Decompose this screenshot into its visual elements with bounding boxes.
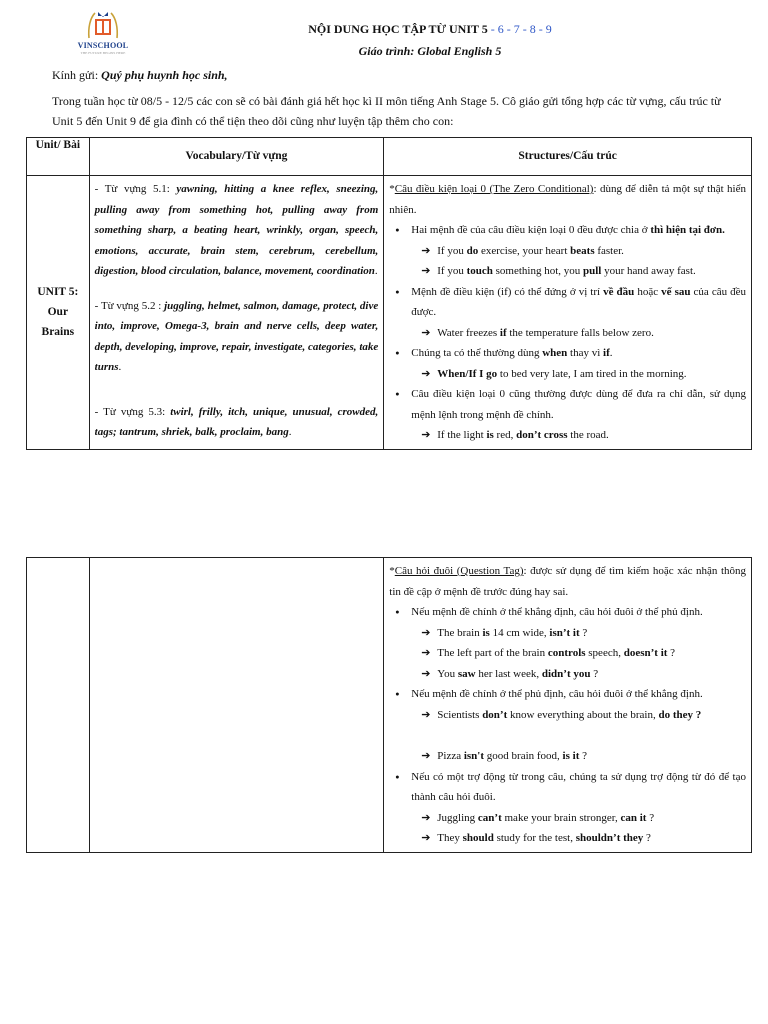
list-item: ● Nếu mệnh đề chính ở thể khẳng định, câu hỏi đuôi ở thể phủ định. [411, 602, 746, 623]
structures-cell [384, 558, 752, 853]
list-item: ● Mệnh đề điều kiện (if) có thể đứng ở vị trí về đầu hoặc vế sau của câu đều được. [411, 282, 746, 323]
structures-cell [384, 176, 752, 450]
example: ➔ The brain is 14 cm wide, isn’t it ? [389, 623, 746, 644]
page-subtitle: Giáo trình: Global English 5 [358, 44, 502, 58]
example: ➔ If you touch something hot, you pull your hand away fast. [389, 261, 746, 282]
title-units: - 6 - 7 - 8 - 9 [487, 22, 552, 36]
example: ➔ Water freezes if the temperature falls below zero. [389, 323, 746, 344]
unit-cell [27, 176, 90, 450]
vocabulary-cell [89, 176, 384, 450]
unit-title: Our Brains [41, 306, 75, 339]
example: ➔ Scientists don’t know everything about the brain, do they ? [389, 705, 746, 726]
example: ➔ The left part of the brain controls speech, doesn’t it ? [389, 643, 746, 664]
example: ➔ You saw her last week, didn’t you ? [389, 664, 746, 685]
content-table-continued [26, 557, 752, 853]
list-item: ● Câu điều kiện loại 0 cũng thường được dùng để đưa ra chỉ dẫn, sử dụng mệnh lệnh trong mệnh đề chính. [411, 384, 746, 425]
book-crest-icon [86, 10, 120, 40]
header-vocabulary: Vocabulary/Từ vựng [89, 138, 384, 176]
greeting [52, 68, 228, 83]
example: ➔ They should study for the test, shouldn’t they ? [389, 828, 746, 849]
unit-number: UNIT 5: [37, 286, 79, 299]
empty-unit-cell [27, 558, 90, 853]
list-item: ● Chúng ta có thể thường dùng when thay vì if. [411, 343, 746, 364]
example: ➔ Juggling can’t make your brain stronger, can it ? [389, 808, 746, 829]
table-header-row [27, 138, 752, 176]
vinschool-logo [74, 10, 132, 54]
intro-paragraph: Trong tuần học từ 08/5 - 12/5 các con sẽ có bài đánh giá hết học kì II môn tiếng Anh Stage 5. Cô giáo gửi tổng hợp các từ vựng, cấu trúc từ Unit 5 đến Unit 9 để gia đình có thể tiện theo dõi cũng như luyện tập thêm cho con: [52, 94, 721, 128]
table-row [27, 176, 752, 450]
title-prefix: NỘI DUNG HỌC TẬP TỪ UNIT 5 [308, 22, 488, 36]
zero-conditional-intro: *Câu điều kiện loại 0 (The Zero Conditional): dùng để diễn tả một sự thật hiển nhiên. [389, 183, 746, 216]
question-tag-intro: *Câu hỏi đuôi (Question Tag): được sử dụng để tìm kiếm hoặc xác nhận thông tin đề cập ở mệnh đề trước đúng hay sai. [389, 565, 746, 598]
page-title [200, 22, 660, 37]
header-structures: Structures/Cấu trúc [384, 138, 752, 176]
vocab-5-1: - Từ vựng 5.1: yawning, hitting a knee reflex, sneezing, pulling away from something hot, pulling away from something sharp, a beating heart, wrinkly, organ, speech, emotions, accurate, brain stem, cerebrum, cerebellum, digestion, blood circulation, balance, movement, coordination. [94, 183, 379, 277]
example: ➔ If you do exercise, your heart beats faster. [389, 241, 746, 262]
content-table [26, 137, 752, 450]
header-unit: Unit/ Bài [27, 138, 90, 176]
greeting-name: Quý phụ huynh học sinh, [101, 68, 228, 82]
vocab-5-2: - Từ vựng 5.2 : juggling, helmet, salmon, damage, protect, dive into, improve, Omega-3, brain and nerve cells, deep water, depth, developing, improve, repair, investigate, categories, take turns. [94, 299, 379, 373]
list-item: ● Hai mệnh đề của câu điều kiện loại 0 đều được chia ở thì hiện tại đơn. [411, 220, 746, 241]
zero-conditional-list [389, 220, 746, 241]
empty-vocabulary-cell [89, 558, 384, 853]
vocab-5-3: - Từ vựng 5.3: twirl, frilly, itch, unique, unusual, crowded, tags; tantrum, shriek, balk, proclaim, bang. [94, 405, 379, 438]
logo-tagline: THE FUTURE BEGINS HERE [80, 51, 126, 55]
logo-text: VINSCHOOL [77, 41, 129, 50]
table-row [27, 558, 752, 853]
example: ➔ If the light is red, don’t cross the road. [389, 425, 746, 446]
list-item: ● Nếu có một trợ động từ trong câu, chúng ta sử dụng trợ động từ đó để tạo thành câu hỏi đuôi. [411, 767, 746, 808]
greeting-label: Kính gửi: [52, 68, 102, 82]
example: ➔ Pizza isn't good brain food, is it ? [389, 746, 746, 767]
list-item: ● Nếu mệnh đề chính ở thể phủ định, câu hỏi đuôi ở thể khẳng định. [411, 684, 746, 705]
example: ➔ When/If I go to bed very late, I am tired in the morning. [389, 364, 746, 385]
